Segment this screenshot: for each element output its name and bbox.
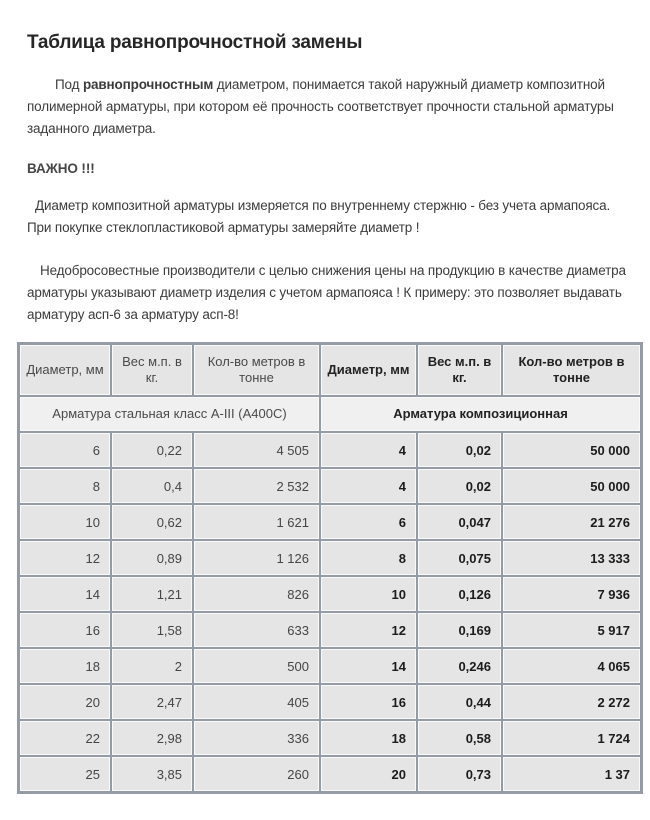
page-title: Таблица равнопрочностной замены: [27, 32, 363, 53]
table-row: [20, 685, 640, 719]
table-row: [20, 505, 640, 539]
cell-composite-meters: 1 724: [503, 721, 640, 755]
cell-steel-weight: 2,47: [112, 685, 192, 719]
column-header-row: [20, 345, 640, 395]
cell-composite-diameter: 14: [321, 649, 416, 683]
intro-paragraph: [27, 74, 628, 140]
table-row: [20, 433, 640, 467]
cell-steel-meters: 260: [194, 757, 319, 791]
column-header-steel-diameter: Диаметр, мм: [20, 345, 110, 395]
table-header: [20, 345, 640, 431]
table-body: [20, 433, 640, 791]
cell-composite-weight: 0,58: [418, 721, 501, 755]
table-row: [20, 469, 640, 503]
cell-steel-weight: 0,89: [112, 541, 192, 575]
cell-steel-diameter: 22: [20, 721, 110, 755]
column-header-steel-meters: Кол-во метров в тонне: [194, 345, 319, 395]
cell-steel-weight: 0,4: [112, 469, 192, 503]
table-row: [20, 613, 640, 647]
cell-steel-meters: 1 621: [194, 505, 319, 539]
cell-steel-meters: 1 126: [194, 541, 319, 575]
cell-steel-meters: 336: [194, 721, 319, 755]
column-header-composite-weight: Вес м.п. в кг.: [418, 345, 501, 395]
cell-steel-meters: 500: [194, 649, 319, 683]
cell-composite-meters: 50 000: [503, 433, 640, 467]
column-header-composite-meters: Кол-во метров в тонне: [503, 345, 640, 395]
cell-steel-weight: 0,62: [112, 505, 192, 539]
cell-steel-weight: 1,21: [112, 577, 192, 611]
cell-composite-weight: 0,73: [418, 757, 501, 791]
cell-composite-meters: 50 000: [503, 469, 640, 503]
cell-composite-diameter: 16: [321, 685, 416, 719]
cell-composite-meters: 13 333: [503, 541, 640, 575]
cell-steel-weight: 3,85: [112, 757, 192, 791]
column-header-composite-diameter: Диаметр, мм: [321, 345, 416, 395]
replacement-table: [17, 342, 643, 794]
cell-composite-weight: 0,169: [418, 613, 501, 647]
equal-strength-term: равнопрочностным: [82, 77, 214, 92]
cell-steel-weight: 2: [112, 649, 192, 683]
intro-text-suffix: диаметром, понимается такой наружный диаметр композитной полимерной арматуры, при котором её прочность соответствует прочности стальной арматуры заданного диаметра.: [27, 77, 614, 136]
cell-steel-diameter: 18: [20, 649, 110, 683]
cell-composite-meters: 2 272: [503, 685, 640, 719]
cell-composite-diameter: 20: [321, 757, 416, 791]
cell-steel-weight: 0,22: [112, 433, 192, 467]
cell-steel-diameter: 8: [20, 469, 110, 503]
cell-steel-weight: 1,58: [112, 613, 192, 647]
cell-composite-weight: 0,047: [418, 505, 501, 539]
table-row: [20, 649, 640, 683]
table-row: [20, 541, 640, 575]
cell-composite-weight: 0,02: [418, 433, 501, 467]
intro-text-prefix: Под: [55, 77, 83, 92]
table-row: [20, 577, 640, 611]
cell-composite-diameter: 10: [321, 577, 416, 611]
cell-composite-diameter: 8: [321, 541, 416, 575]
measurement-paragraph: Диаметр композитной арматуры измеряется по внутреннему стержню - без учета армапояса. При покупке стеклопластиковой арматуры замеряйте диаметр !: [27, 198, 611, 235]
cell-composite-weight: 0,02: [418, 469, 501, 503]
cell-steel-meters: 633: [194, 613, 319, 647]
cell-steel-diameter: 12: [20, 541, 110, 575]
cell-composite-meters: 5 917: [503, 613, 640, 647]
table-row: [20, 721, 640, 755]
cell-composite-weight: 0,075: [418, 541, 501, 575]
cell-composite-diameter: 4: [321, 433, 416, 467]
cell-composite-weight: 0,44: [418, 685, 501, 719]
cell-composite-diameter: 12: [321, 613, 416, 647]
cell-steel-diameter: 16: [20, 613, 110, 647]
cell-composite-meters: 4 065: [503, 649, 640, 683]
cell-steel-diameter: 25: [20, 757, 110, 791]
group-header-steel: Арматура стальная класс А-III (А400С): [20, 397, 319, 431]
cell-steel-meters: 2 532: [194, 469, 319, 503]
cell-composite-meters: 7 936: [503, 577, 640, 611]
important-note: ВАЖНО !!!: [27, 161, 95, 176]
cell-steel-meters: 826: [194, 577, 319, 611]
cell-steel-diameter: 14: [20, 577, 110, 611]
cell-composite-diameter: 6: [321, 505, 416, 539]
table-row: [20, 757, 640, 791]
group-header-row: [20, 397, 640, 431]
cell-steel-meters: 405: [194, 685, 319, 719]
column-header-steel-weight: Вес м.п. в кг.: [112, 345, 192, 395]
cell-composite-weight: 0,246: [418, 649, 501, 683]
cell-composite-diameter: 18: [321, 721, 416, 755]
cell-steel-diameter: 6: [20, 433, 110, 467]
cell-steel-diameter: 20: [20, 685, 110, 719]
cell-composite-meters: 1 37: [503, 757, 640, 791]
cell-steel-meters: 4 505: [194, 433, 319, 467]
cell-composite-weight: 0,126: [418, 577, 501, 611]
group-header-composite: Арматура композиционная: [321, 397, 640, 431]
cell-steel-diameter: 10: [20, 505, 110, 539]
cell-composite-diameter: 4: [321, 469, 416, 503]
cell-steel-weight: 2,98: [112, 721, 192, 755]
cell-composite-meters: 21 276: [503, 505, 640, 539]
warning-paragraph: Недобросовестные производители с целью снижения цены на продукцию в качестве диаметра арматуры указывают диаметр изделия с учетом армапояса ! К примеру: это позволяет выдавать арматуру асп-6 за арматуру асп-8!: [27, 263, 626, 322]
